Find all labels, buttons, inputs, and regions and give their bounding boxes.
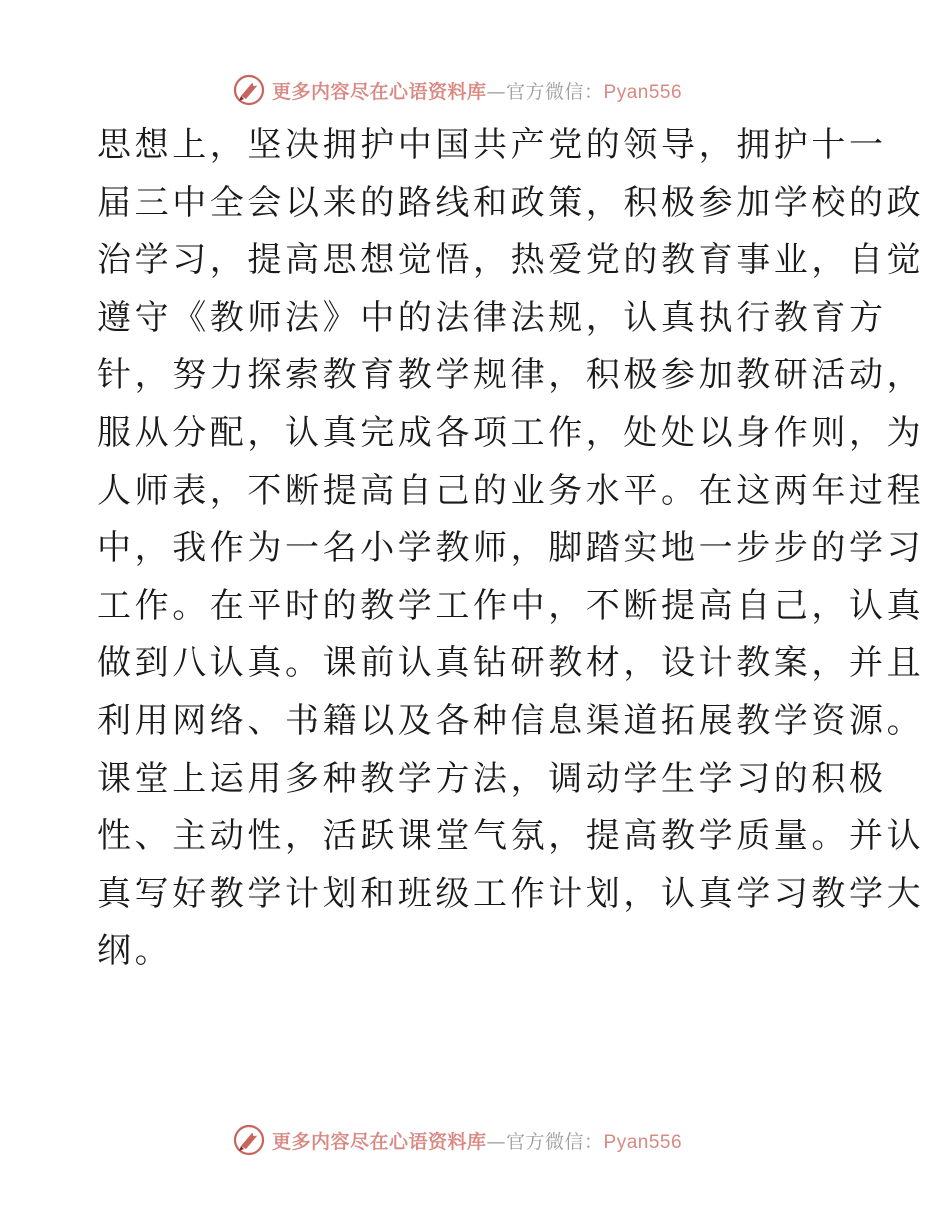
header-watermark — [232, 72, 682, 108]
watermark-wechat-id: Pyan556 — [603, 81, 683, 103]
paragraph-line: 课堂上运用多种教学方法，调动学生学习的积极 — [97, 758, 887, 799]
footer-watermark — [232, 1122, 682, 1158]
paragraph-line: 思想上，坚决拥护中国共产党的领导，拥护十一 — [97, 125, 887, 165]
watermark-wechat-label: —官方微信： — [486, 1130, 604, 1153]
paragraph-line: 性、主动性，活跃课堂气氛，提高教学质量。并认 — [97, 816, 925, 857]
paragraph-line: 服从分配，认真完成各项工作，处处以身作则，为 — [97, 412, 925, 453]
watermark-site-name: 更多内容尽在心语资料库 — [272, 1130, 487, 1153]
paragraph-line: 中，我作为一名小学教师，脚踏实地一步步的学习 — [97, 528, 925, 569]
paragraph-line: 治学习，提高思想觉悟，热爱党的教育事业，自觉 — [97, 240, 925, 281]
watermark-wechat-id: Pyan556 — [603, 1131, 683, 1153]
watermark-wechat-label: —官方微信： — [486, 80, 604, 103]
pen-logo-icon — [232, 1123, 266, 1157]
paragraph-line: 利用网络、书籍以及各种信息渠道拓展教学资源。 — [97, 700, 925, 741]
watermark-site-name: 更多内容尽在心语资料库 — [272, 80, 487, 103]
paragraph-line: 针，努力探索教育教学规律，积极参加教研活动， — [97, 355, 925, 396]
paragraph-line: 纲。 — [97, 931, 173, 972]
watermark-text — [272, 1127, 682, 1154]
watermark-text — [272, 77, 682, 104]
paragraph-line: 届三中全会以来的路线和政策，积极参加学校的政 — [97, 182, 925, 223]
paragraph-line: 遵守《教师法》中的法律法规，认真执行教育方 — [97, 297, 887, 338]
paragraph-line: 做到八认真。课前认真钻研教材，设计教案，并且 — [97, 643, 925, 684]
pen-logo-icon — [232, 73, 266, 107]
paragraph-line: 人师表，不断提高自己的业务水平。在这两年过程 — [97, 470, 925, 511]
paragraph-line: 真写好教学计划和班级工作计划，认真学习教学大 — [97, 873, 925, 914]
paragraph-line: 工作。在平时的教学工作中，不断提高自己，认真 — [97, 585, 925, 626]
document-body — [97, 117, 925, 981]
